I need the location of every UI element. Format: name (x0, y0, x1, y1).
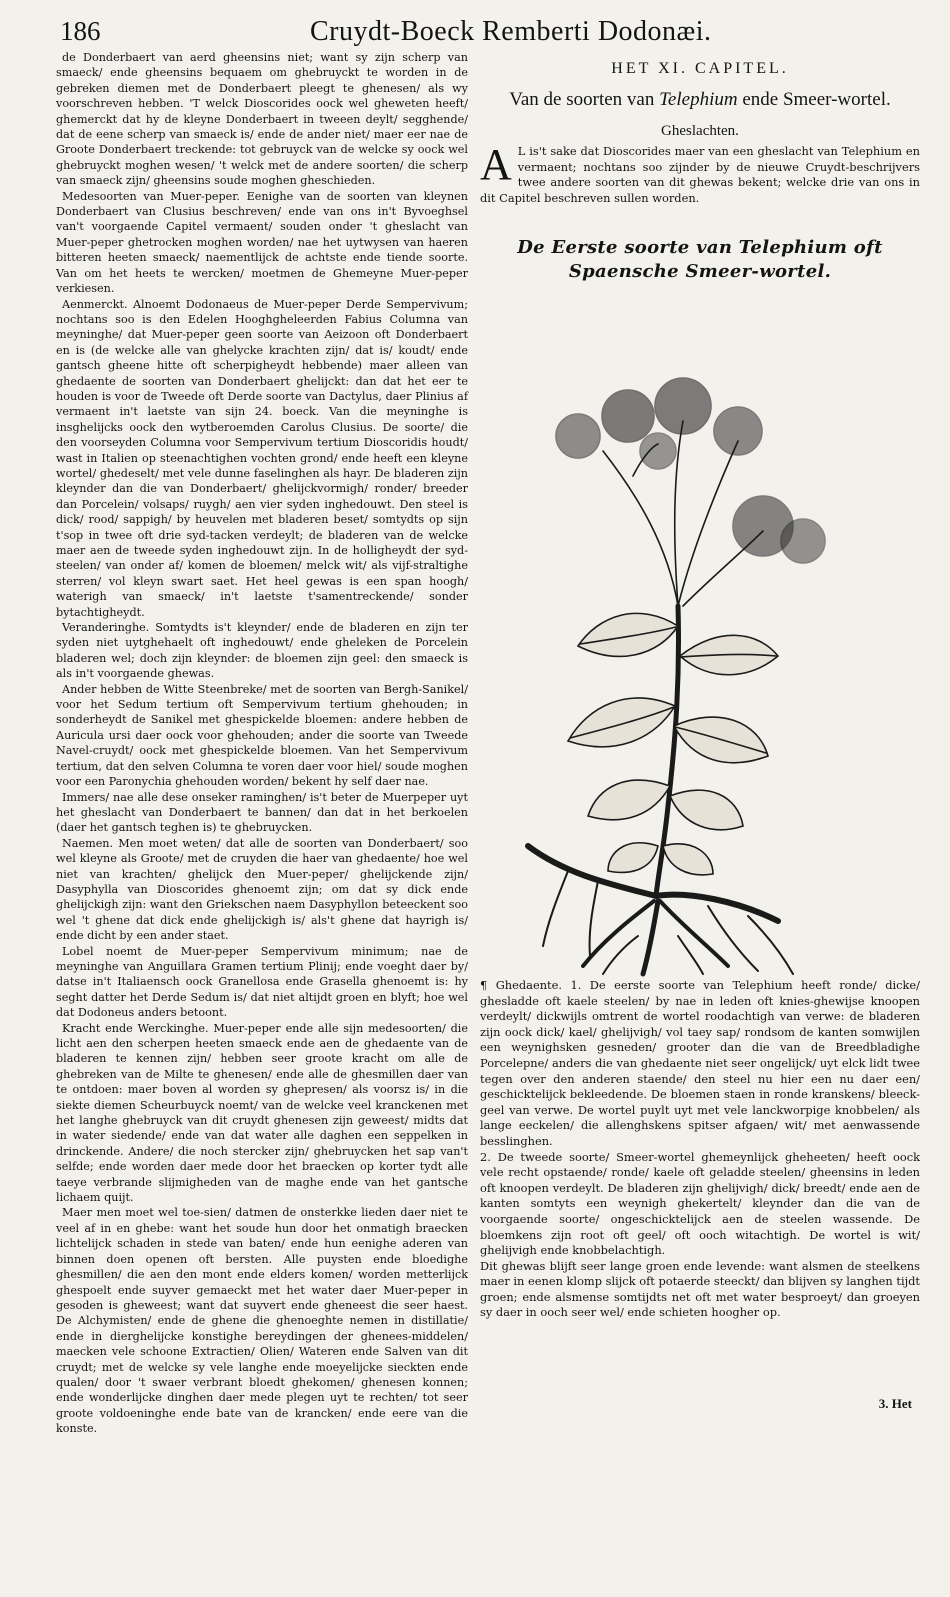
figure-title-line-2: Spaensche Smeer-wortel. (568, 261, 832, 282)
drop-cap: A (480, 140, 512, 189)
figure-title (480, 236, 920, 284)
paragraph: Naemen. Men moet weten/ dat alle de soorten van Donderbaert/ soo wel kleyne als Groote/ met de cruyden die haer van ghedaente/ hoe wel niet van krachten/ ghelijck den Muer-peper/ ghelijckende zijn/ Dasyphylla van Dioscorides ghenoemt zijn; om dat sy dick ende ghelijckigh zijn: want den Griekschen naem Dasyphyllon beteeckent soo wel 't ghene dat dick ende ghelijckigh is/ als't ghene dat hayrigh is/ ende dicht by een ander staet. (56, 836, 468, 943)
paragraph: Maer men moet wel toe-sien/ datmen de onsterkke lieden daer niet te veel af in en ghebe: want het soude hun door het onmatigh braecken lichtelijck schaden in stede van baten/ ende hun eenighe aderen van binnen doen openen oft bersten. Alle puysten ende bloedighe ghesmillen/ die aen den mont ende elders komen/ worden metterlijck ghespoelt ende suyver gemaeckt met het water daer Muer-peper in gesoden is gheweest; want dat suyvert ende gheneest die seer haest. De Alchymisten/ ende de ghene die ghenoeghte nemen in distillatie/ ende in dierghelijcke konstighe bereydingen der ghenees-middelen/ maecken vele schoone Extractien/ Olien/ Wateren ende Salven van dit cruydt; met de welcke sy vele langhe ende moeyelijcke sieckten ende qualen/ door 't swaer verbrant bloedt ghekomen/ ghenesen konnen; ende wonderlijcke dinghen daer mede plegen uyt te rechten/ tot seer groote voldoeninghe ende bate van de krancken/ ende eere van die konste. (56, 1206, 468, 1436)
section-label: Gheslachten. (661, 123, 739, 139)
catchword: 3. Het (878, 1396, 912, 1411)
flower-cluster-icon (556, 378, 825, 563)
paragraph: de Donderbaert van aerd gheensins niet; want sy zijn scherp van smaeck/ ende gheensins bequaem om ghebruyckt te worden in de gebreken diemen met de Donderbaert pleegt te ghenesen/ als wy voorschreven hebben. 'T welck Dioscorides oock wel gheweten heeft/ ghemerckt dat hy de kleyne Donderbaert in tweeen deylt/ segghende/ dat de eene scherp van smaeck is/ ende de ander niet/ maer eer nae de Groote Donderbaert treckende: tot gebruyck van de welcke sy oock wel ghebruyckt moghen wesen/ 't welck met de andere soorten/ die scherp van smaeck zijn/ gheensins soude moghen gheschieden. (56, 51, 468, 188)
paragraph: Dit ghewas blijft seer lange groen ende levende: want alsmen de steelkens maer in eenen klomp slijck oft potaerde steeckt/ dan blijven sy langhen tijdt groen; ende alsmense somtijdts net oft met water besproeyt/ dan groeyen sy daer in ooch seer wel/ ende schieten hoogher op. (480, 1258, 920, 1320)
chapter-heading: HET XI. CAPITEL. (611, 60, 789, 77)
chapter-title-latin: Telephium (659, 89, 738, 110)
figure-title-line-1: De Eerste soorte van Telephium oft (517, 237, 883, 258)
running-head: Cruydt-Boeck Remberti Dodonæi. (310, 16, 712, 47)
paragraph: Medesoorten van Muer-peper. Eenighe van de soorten van kleynen Donderbaert van Clusius beschreven/ ende van ons in't Byvoeghsel van't voorgaende Capitel vermaent/ souden onder 't gheslacht van Muer-peper ghetrocken moghen worden/ nae het uytwysen van haeren bitteren heeten smaeck/ naementlijck de achtste ende tiende soorte. Van om het heets te wercken/ moetmen de Ghemeyne Muer-peper verkiesen. (56, 189, 468, 296)
paragraph: Aenmerckt. Alnoemt Dodonaeus de Muer-peper Derde Sempervivum; nochtans soo is den Edelen Hooghgheleerden Fabius Columna van meyninghe/ dat Muer-peper geen soorte van Aeizoon oft Donderbaert en is (de welcke alle van ghelycke krachten zijn/ dat is/ koudt/ ende gantsch gheene hitte oft scherpigheydt hebbende) maer alleen van ghedaente de soorten van Donderbaert ghelijckt: dan dat het eer te houden is voor de Tweede oft Derde soorte van Dactylus, daer Plinius af vermaent in't laetste van sijn 24. boeck. Van die meyninghe is insghelijcks oock den wytberoemden Carolus Clusius. De soorte/ die den voorseyden Columna voor Sempervivum tertium Dioscoridis houdt/ wast in Italien op steenachtighen vochten grond/ ende heeft een kleyne wortel/ ghedeselt/ met vele dunne faselinghen als hayr. De bladeren zijn kleynder dan die van Donderbaert/ ghelijckvormigh/ ronder/ breeder dan Porcelein/ volsaps/ ruygh/ aen vier syden inghedouwt. Den steel is dick/ rood/ sappigh/ by heuvelen met bladeren beset/ somtydts op sijn t'sop in twee oft drie syd-tacken verdeylt; de bladeren van de welcke maer aen de tweede syden inghedouwt zijn. In de holligheydt der syd-steelen/ van onder af/ komen de bloemen/ melck wit/ als vijf-straltighe sterren/ vol kleyn swart saet. Het heel gewas is een span hoogh/ waterigh van smaeck/ in't laetste t'samentreckende/ sonder bytachtigheydt. (56, 297, 468, 619)
intro-text: L is't sake dat Dioscorides maer van een gheslacht van Telephium en vermaent; nochtans soo zijnder by de nieuwe Cruydt-beschrijvers twee andere soorten van dit ghewas bekent; welcke drie van ons in dit Capitel beschreven sullen worden. (480, 144, 920, 205)
paragraph: 2. De tweede soorte/ Smeer-wortel ghemeynlijck gheheeten/ heeft oock vele recht opstaende/ ronde/ kaele oft geladde steelen/ gheensins in leden oft knoopen verdeylt. De bladeren zijn ghelijvigh/ dick/ breedt/ ende aen de kanten somtyts een weynigh ghekertelt/ kleynder dan die van de voorgaende soorte/ ongeschicktelijck aen de steelen wassende. De bloemkens zijn root oft geel/ oft ooch witachtigh. De wortel is wit/ ghelijvigh ende knobbelachtigh. (480, 1149, 920, 1258)
right-column (480, 58, 920, 1558)
telephium-woodcut-illustration (508, 376, 903, 976)
left-column (56, 50, 468, 1436)
page-number: 186 (60, 16, 101, 46)
paragraph: Kracht ende Werckinghe. Muer-peper ende alle sijn medesoorten/ die licht aen den scherpen heeten smaeck ende aen de ghedaente van de bladeren te kennen zijn/ hebben seer groote kracht om alle de ghebreken van de Milte te ghenesen/ ende alle de ghesmillen daer van te ontdoen: maer boven al worden sy ghepresen/ als voorsz is/ in die siekte diemen Scheurbuyck noemt/ van de welcke veel kranckenen met het langhe ghebruyck van dit cruydt ghenesen zijn geweest/ midts dat in water siedende/ ende van dat water alle daghen een seppelken in drinckende. Andere/ die noch stercker zijn/ ghebruycken het sap van't selfde; ende worden daer mede door het braecken op korter tydt alle taeye verbrande slijmigheden van de maghe ende van het gantsche lichaem quijt. (56, 1021, 468, 1205)
paragraph: Lobel noemt de Muer-peper Sempervivum minimum; nae de meyninghe van Anguillara Gramen tertium Plinij; ende voeght daer by/ datse in't Italiaensch oock Granellosa ende Grasella ghenoemt is: hy seght datter het Derde Sedum is/ dat niet altijdt groen en blyft; hoe wel dat Dodoneus anders betoont. (56, 944, 468, 1020)
page-header (40, 12, 920, 52)
paragraph: Immers/ nae alle dese onseker raminghen/ is't beter de Muerpeper uyt het gheslacht van Donderbaert te bannen/ dan dat in het berkoelen (daer het gantsch teghen is) te ghebruycken. (56, 790, 468, 835)
paragraph: Veranderinghe. Somtydts is't kleynder/ ende de bladeren en zijn ter syden niet uytghehaelt oft inghedouwt/ ende gheleken de Porcelein bladeren wel; doch zijn kleynder: de bloemen zijn geel: den smaeck is als in't voorgaende ghewas. (56, 621, 468, 681)
chapter-title (480, 88, 920, 111)
paragraph: ¶ Ghedaente. 1. De eerste soorte van Telephium heeft ronde/ dicke/ ghesladde oft kaele steelen/ by nae in leden oft knies-ghewijse knoopen verdeylt/ dickwijls omtrent de wortel roodachtigh van verwe: de bladeren zijn oock dick/ kael/ ghelijvigh/ vol taey sap/ rondsom de kanten somwijlen een weynighsken gesneden/ grooter dan die van de Breedbladighe Porcelepne/ anders die van ghedaente niet seer ongelijck/ uyt elck lidt twee tegen over den anderen staende/ den steel nu hier een nu daer een/ geschicktelijck bekleedende. De bloemen staen in ronde kranskens/ bleeck-geel van verwe. De wortel puylt uyt met vele lanckworpige knobbelen/ als lange eeckelen/ die allenghskens spitser afgaen/ wit/ met aenwassende besslinghen. (480, 978, 920, 1148)
paragraph: Ander hebben de Witte Steenbreke/ met de soorten van Bergh-Sanikel/ voor het Sedum tertium oft Sempervivum tertium ghehouden; in sonderheydt de Sanikel met ghespickelde bloemen: andere hebben de Auricula ursi daer oock voor ghehouden; ander die soorte van Tweede Navel-cruydt/ oock met ghespickelde bloemen. Van het Sempervivum tertium, dat den selven Columna te voren daer voor hiel/ soude moghen voor een Paronychia ghehouden worden/ bekent hy self daer nae. (56, 682, 468, 789)
chapter-title-prefix: Van de soorten van (509, 89, 660, 110)
chapter-title-suffix: ende Smeer-wortel. (737, 89, 891, 110)
intro-paragraph (480, 140, 920, 224)
description-text (480, 978, 920, 1468)
